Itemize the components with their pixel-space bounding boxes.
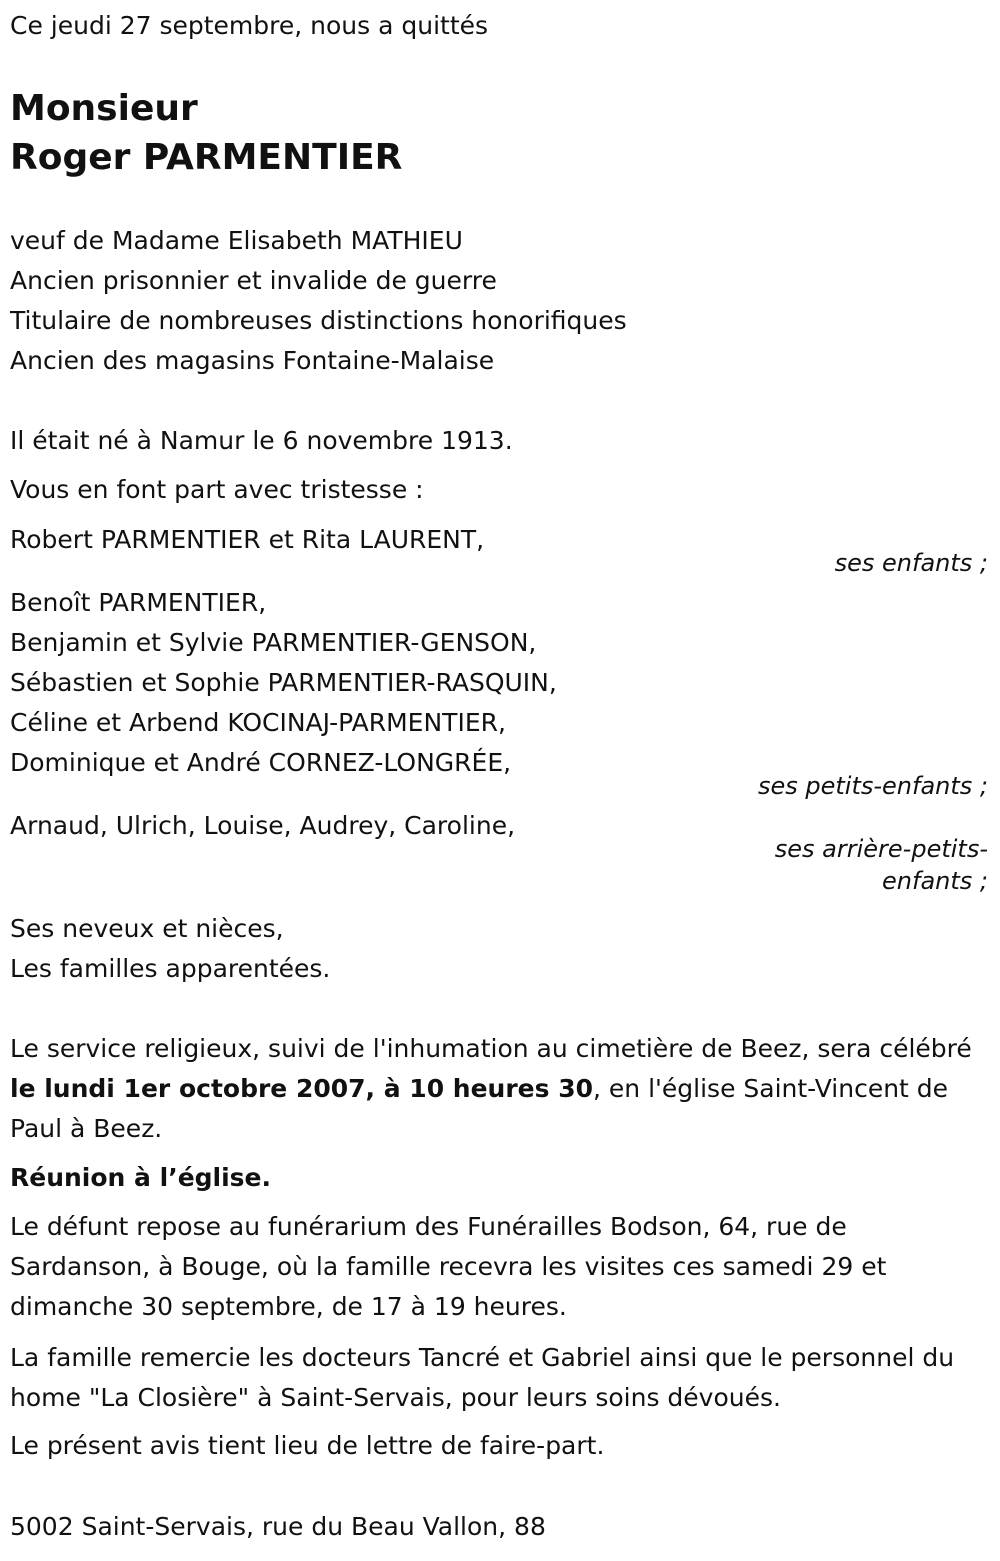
birth-text: Il était né à Namur le 6 novembre 1913. (10, 426, 513, 455)
meeting-text: Réunion à l’église. (10, 1163, 272, 1192)
funerarium-text: Le défunt repose au funérarium des Funérailles Bodson, 64, rue de Sardanson, à Bouge, où la famille recevra les visites ces samedi 29 et dimanche 30 septembre, de 17 à 19 heures. (10, 1212, 887, 1321)
detail-line: Titulaire de nombreuses distinctions honorifiques (10, 306, 627, 335)
service-text-start: Le service religieux, suivi de l'inhumation au cimetière de Beez, sera célébré (10, 1034, 972, 1063)
notice-text: Le présent avis tient lieu de lettre de faire-part. (10, 1431, 605, 1460)
list-item: Benoît PARMENTIER, (10, 588, 267, 617)
announce-text: Vous en font part avec tristesse : (10, 475, 424, 504)
intro-text: Ce jeudi 27 septembre, nous a quittés (10, 11, 489, 40)
list-item: Ses neveux et nièces, (10, 914, 284, 943)
other-relatives (10, 909, 990, 989)
detail-line: Ancien prisonnier et invalide de guerre (10, 266, 497, 295)
grandchildren-list (10, 583, 990, 783)
relation-line: ses arrière-petits- (774, 835, 988, 863)
service-text (10, 1029, 990, 1149)
relation-children: ses enfants ; (834, 549, 988, 577)
list-item: Dominique et André CORNEZ-LONGRÉE, (10, 748, 512, 777)
great-grandchildren-names: Arnaud, Ulrich, Louise, Audrey, Caroline, (10, 811, 516, 840)
detail-line: veuf de Madame Elisabeth MATHIEU (10, 226, 463, 255)
service-text-end: , en l'église Saint-Vincent de Paul à Beez. (10, 1074, 949, 1143)
title-honorific: Monsieur (10, 88, 198, 129)
list-item: Sébastien et Sophie PARMENTIER-RASQUIN, (10, 668, 557, 697)
children-names: Robert PARMENTIER et Rita LAURENT, (10, 525, 485, 554)
relation-grandchildren: ses petits-enfants ; (757, 772, 988, 800)
relation-great-grandchildren (10, 833, 990, 897)
list-item: Benjamin et Sylvie PARMENTIER-GENSON, (10, 628, 537, 657)
detail-line: Ancien des magasins Fontaine-Malaise (10, 346, 495, 375)
title-name: Roger PARMENTIER (10, 137, 403, 178)
list-item: Céline et Arbend KOCINAJ-PARMENTIER, (10, 708, 506, 737)
address-text: 5002 Saint-Servais, rue du Beau Vallon, 88 (10, 1512, 546, 1541)
deceased-name (10, 84, 402, 182)
relation-line: enfants ; (882, 867, 988, 895)
service-date: le lundi 1er octobre 2007, à 10 heures 30 (10, 1074, 594, 1103)
details-block (10, 221, 990, 381)
thanks-text: La famille remercie les docteurs Tancré et Gabriel ainsi que le personnel du home "La Closière" à Saint-Servais, pour leurs soins dévoués. (10, 1343, 955, 1412)
list-item: Les familles apparentées. (10, 954, 331, 983)
